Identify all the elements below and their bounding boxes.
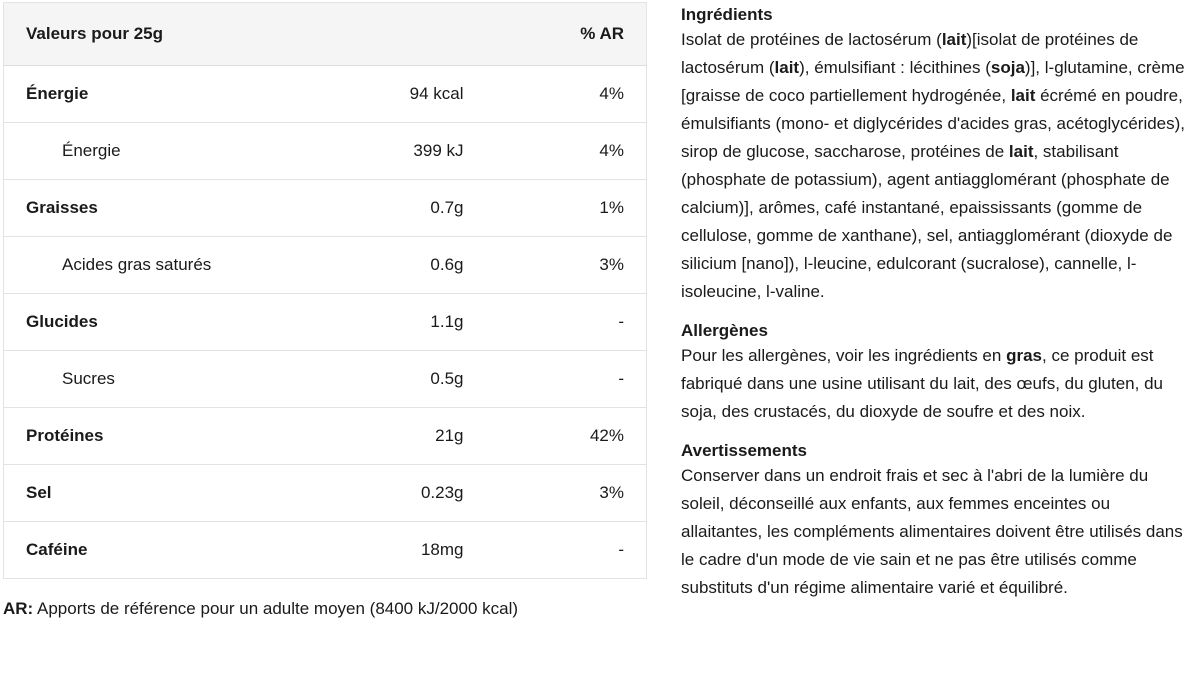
table-row xyxy=(4,465,647,522)
text-run: , ce produit est fabriqué dans une usine utilisant du lait, des œufs, du gluten, du soja, des crustacés, du dioxyde de soufre et des noix. xyxy=(681,346,1163,421)
section-title: Ingrédients xyxy=(681,5,773,24)
section-title: Avertissements xyxy=(681,441,807,460)
nutrient-ar: - xyxy=(618,540,624,559)
section-title: Allergènes xyxy=(681,321,768,340)
bold-term: lait xyxy=(1010,86,1036,105)
nutrient-name: Acides gras saturés xyxy=(4,237,304,294)
nutrition-body xyxy=(4,66,647,579)
nutrient-value: 21g xyxy=(304,408,486,465)
nutrient-ar: 3% xyxy=(486,465,647,522)
nutrient-value: 0.23g xyxy=(304,465,486,522)
table-row xyxy=(4,351,647,408)
nutrient-ar: - xyxy=(486,294,647,351)
table-row xyxy=(4,294,647,351)
text-run: ), émulsifiant : lécithines ( xyxy=(799,58,991,77)
nutrient-name: Protéines xyxy=(4,408,304,465)
nutrient-ar: 3% xyxy=(486,237,647,294)
nutrient-name: Glucides xyxy=(4,294,304,351)
nutrient-name: Graisses xyxy=(4,180,304,237)
table-row xyxy=(4,408,647,465)
nutrient-value: 0.6g xyxy=(304,237,486,294)
table-row xyxy=(4,522,647,579)
nutrient-value: 1.1g xyxy=(304,294,486,351)
bold-term: gras xyxy=(1006,346,1042,365)
nutrient-name: Sucres xyxy=(4,351,304,408)
nutrient-value: 94 kcal xyxy=(304,66,486,123)
table-row xyxy=(4,180,647,237)
table-header-row xyxy=(4,3,647,66)
text-run: Isolat de protéines de lactosérum ( xyxy=(681,30,942,49)
nutrient-ar: 42% xyxy=(486,408,647,465)
text-run: )[isolat de protéines de lactosérum ( xyxy=(681,30,1139,77)
nutrient-value: 0.7g xyxy=(304,180,486,237)
table-row xyxy=(4,66,647,123)
nutrient-value: 399 kJ xyxy=(304,123,486,180)
nutrient-name: Sel xyxy=(4,465,304,522)
nutrient-ar: - xyxy=(486,351,647,408)
nutrition-panel xyxy=(3,2,646,619)
nutrient-value: 18mg xyxy=(420,540,464,559)
text-run: Conserver dans un endroit frais et sec à l'abri de la lumière du soleil, déconseillé aux enfants, aux femmes enceintes ou allaitantes, les compléments alimentaires doivent être utilisés dans le cadre d'un mode de vie sain et ne pas être utilisés comme substituts d'un régime alimentaire varié et équilibré. xyxy=(681,466,1183,597)
section-text xyxy=(681,26,1193,306)
header-ar: % AR xyxy=(486,3,647,66)
table-row xyxy=(4,237,647,294)
nutrient-ar: 4% xyxy=(486,66,647,123)
nutrient-name: Caféine xyxy=(26,540,88,559)
nutrient-ar: 1% xyxy=(486,180,647,237)
section-text xyxy=(681,342,1193,426)
bold-term: soja xyxy=(990,58,1025,77)
footnote-text: Apports de référence pour un adulte moyen (8400 kJ/2000 kcal) xyxy=(33,599,519,618)
nutrition-table xyxy=(3,2,647,579)
nutrient-ar: 4% xyxy=(486,123,647,180)
text-run: )], l-glutamine, crème [graisse de coco partiellement hydrogénée, xyxy=(681,58,1185,105)
info-panel xyxy=(681,4,1193,616)
section-text xyxy=(681,462,1193,602)
header-value xyxy=(304,3,486,66)
bold-term: lait xyxy=(774,58,800,77)
text-run: Pour les allergènes, voir les ingrédients en xyxy=(681,346,1007,365)
text-run: écrémé en poudre, émulsifiants (mono- et diglycérides d'acides gras, acétoglycérides), sirop de glucose, saccharose, protéines de xyxy=(681,86,1186,161)
bold-term: lait xyxy=(1008,142,1034,161)
header-serving: Valeurs pour 25g xyxy=(4,3,304,66)
table-row xyxy=(4,123,647,180)
bold-term: lait xyxy=(941,30,967,49)
nutrient-value: 0.5g xyxy=(304,351,486,408)
footnote-label: AR: xyxy=(3,599,34,618)
text-run: , stabilisant (phosphate de potassium), agent antiagglomérant (phosphate de calcium)], arômes, café instantané, epaississants (gomme de cellulose, gomme de xanthane), sel, antiagglomérant (dioxyde de silicium [nano]), l-leucine, edulcorant (sucralose), cannelle, l-isoleucine, l-valine. xyxy=(681,142,1173,301)
nutrient-name: Énergie xyxy=(4,123,304,180)
footnote xyxy=(3,599,646,619)
nutrient-name: Énergie xyxy=(4,66,304,123)
